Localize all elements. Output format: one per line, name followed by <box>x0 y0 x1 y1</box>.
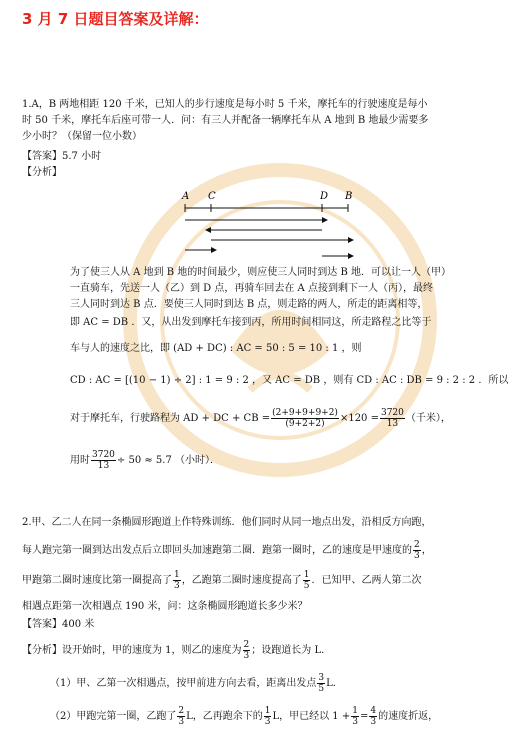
label-a: A <box>182 191 190 202</box>
q2-analysis-1: 【分析】设开始时，甲的速度为 1，则乙的速度为 $\frac{2}{3}$ ；设跑道长为 L． <box>22 640 332 661</box>
q1-analysis-8: 用时 $\frac{3720}{13}$ ÷ 50 ≈ 5.7 （小时）． <box>70 450 221 471</box>
q1-analysis-3: 三人同时到达 B 点．要使三人同时到达 B 点，则走路的两人，所走的距离相等， <box>70 299 428 310</box>
q1-analysis-7: 对于摩托车，行驶路程为 AD + DC + CB = $\frac{(2+9+9+9+2)}{(9+2+2)}$ ×120 = $\frac{3720}{13}$ （千米）， <box>70 408 451 429</box>
q1-line-3: 少小时？（保留一位小数） <box>22 131 142 142</box>
q1-analysis-6: CD : AC = [(10 − 1) ÷ 2] : 1 = 9 : 2 ，又 AC = DB ，则有 CD : AC : DB = 9 : 2 : 2 ．所以 <box>70 375 509 386</box>
q2-line-1: 2.甲、乙二人在同一条椭圆形跑道上作特殊训练．他们同时从同一地点出发，沿相反方向跑， <box>22 517 432 528</box>
q2-line-3: 甲跑第二圈时速度比第一圈提高了 $\frac{1}{3}$ ，乙跑第二圈时速度提高了 $\frac{1}{5}$ ．已知甲、乙两人第二次 <box>22 570 422 591</box>
q1-analysis-2: 一直骑车，先送一人（乙）到 D 点，再骑车回去在 A 点接到剩下一人（丙），最终 <box>70 283 433 294</box>
label-c: C <box>208 191 216 202</box>
q2-line-4: 相遇点距第一次相遇点 190 米，问：这条椭圆形跑道长多少米？ <box>22 601 308 612</box>
q2-analysis-2: （1）甲、乙第一次相遇点，按甲前进方向去看，距离出发点 $\frac{3}{5}$ L． <box>50 673 343 694</box>
q2-line-2: 每人跑完第一圈到达出发点后立即回头加速跑第二圈．跑第一圈时，乙的速度是甲速度的 $\frac{2}{3}$ ， <box>22 540 432 561</box>
q1-line-2: 时 50 千米，摩托车后座可带一人．问：有三人并配备一辆摩托车从 A 地到 B 地最少需要多 <box>22 115 429 126</box>
q1-analysis-5: 车与人的速度之比，即 (AD + DC) : AC = 50 : 5 = 10 : 1 ，则 <box>70 343 362 354</box>
q1-answer: 【答案】5.7 小时 <box>22 151 102 162</box>
q1-route-diagram <box>175 190 365 262</box>
q1-analysis-1: 为了使三人从 A 地到 B 地的时间最少，则应使三人同时到达 B 地．可以让一人（甲） <box>70 267 451 278</box>
fraction-distance: $\frac{3720}{13}$ <box>380 408 404 429</box>
q2-analysis-3: （2）甲跑完第一圈，乙跑了 $\frac{2}{3}$ L，乙再跑余下的 $\frac{1}{3}$ L，甲已经以 1 + $\frac{1}{3}$ = $\frac{4}{3}$ 的速度折返， <box>50 706 439 727</box>
label-d: D <box>320 191 329 202</box>
q1-line-1: 1.A，B 两地相距 120 千米，已知人的步行速度是每小时 5 千米，摩托车的行驶速度是每小 <box>22 99 428 110</box>
page-title: 3 月 7 日题目答案及详解： <box>22 10 209 28</box>
q2-answer: 【答案】400 米 <box>22 619 95 630</box>
q1-analysis-label: 【分析】 <box>22 167 62 178</box>
fraction-time: $\frac{3720}{13}$ <box>92 450 115 471</box>
fraction-sum: $\frac{(2+9+9+9+2)}{(9+2+2)}$ <box>272 408 338 429</box>
q1-analysis-4: 即 AC = DB ．又，从出发到摩托车接到丙，所用时间相同这，所走路程之比等于 <box>70 317 432 328</box>
label-b: B <box>345 191 353 202</box>
